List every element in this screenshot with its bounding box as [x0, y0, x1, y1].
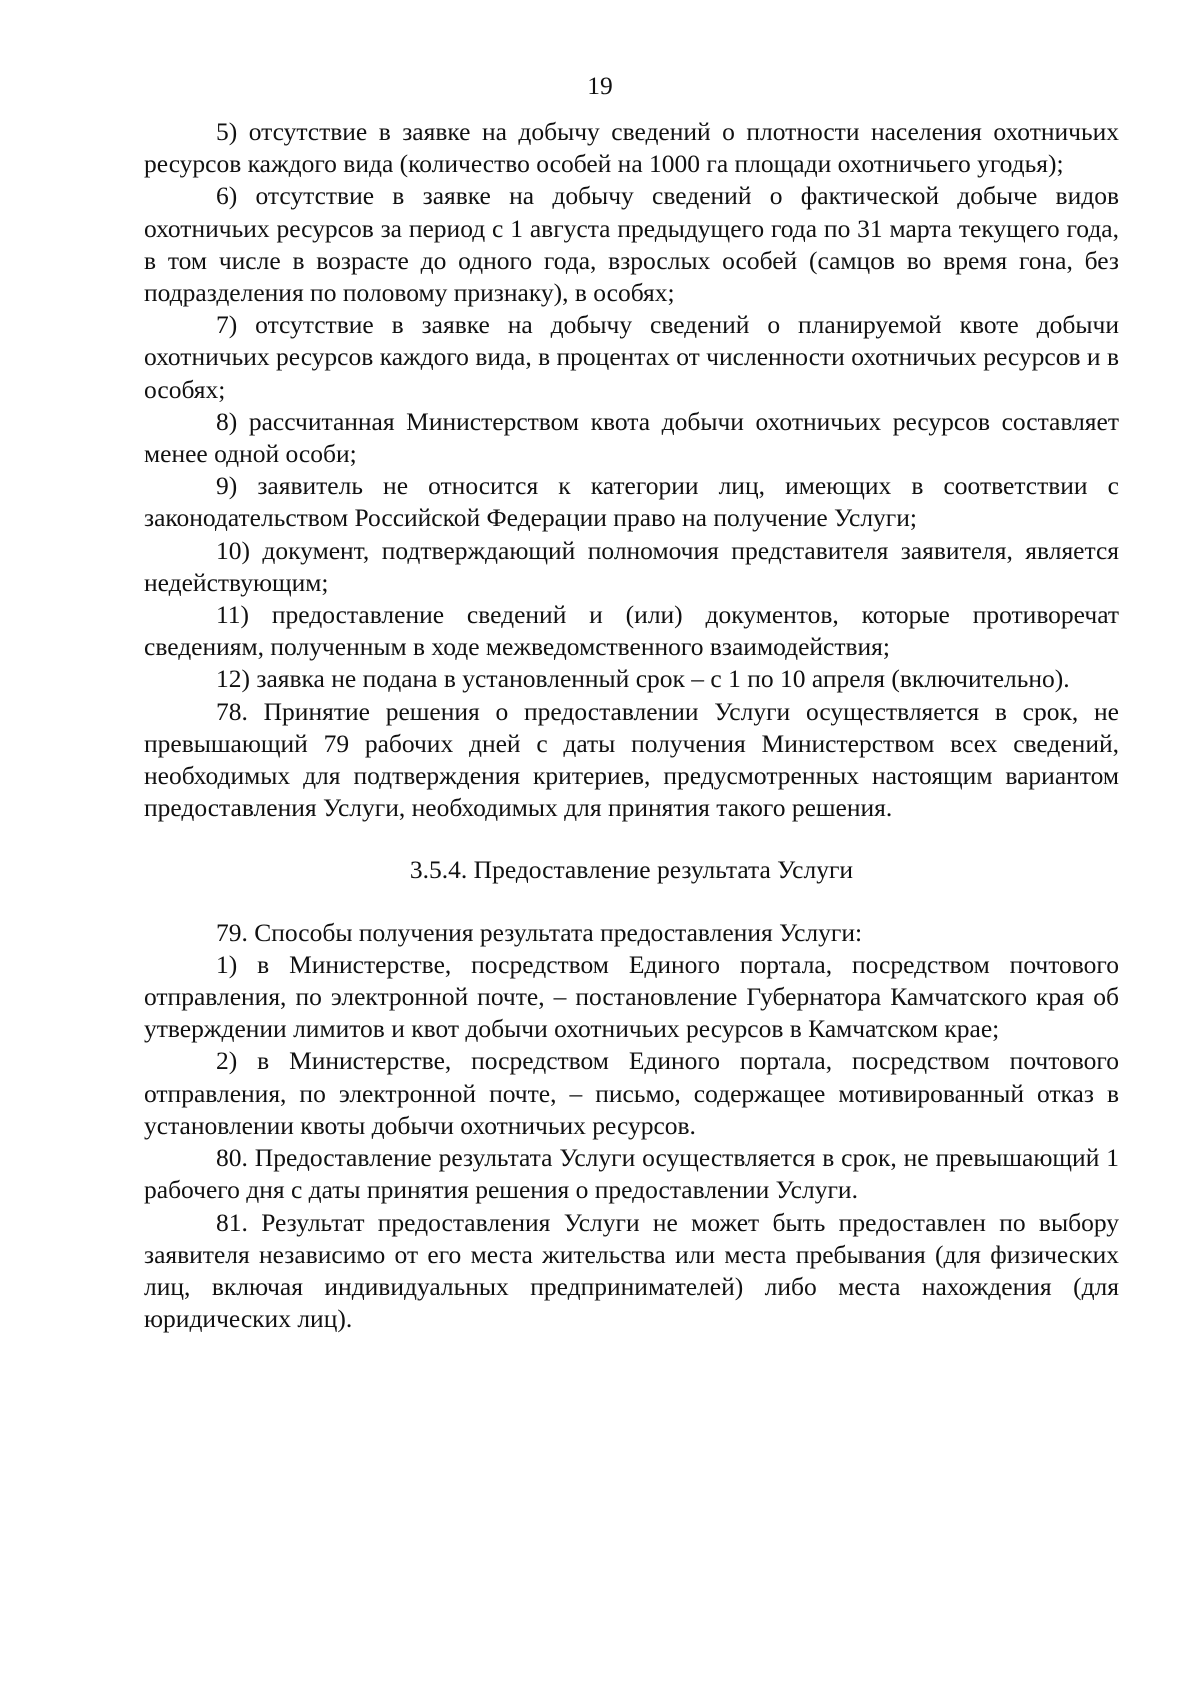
paragraph-item-11: 11) предоставление сведений и (или) документов, которые противоречат сведениям, полученным в ходе межведомственного взаимодействия;: [144, 600, 1119, 662]
paragraph-item-7: 7) отсутствие в заявке на добычу сведений о планируемой квоте добычи охотничьих ресурсов каждого вида, в процентах от численности охотничьих ресурсов и в особях;: [144, 310, 1119, 404]
page-number: 19: [587, 71, 613, 100]
document-body: [144, 116, 1119, 1335]
paragraph-item-6: 6) отсутствие в заявке на добычу сведений о фактической добыче видов охотничьих ресурсов за период с 1 августа предыдущего года по 31 марта текущего года, в том числе в возрасте до одного года, взрослых особей (самцов во время гона, без подразделения по половому признаку), в особях;: [144, 181, 1119, 308]
paragraph-78: 78. Принятие решения о предоставлении Услуги осуществляется в срок, не превышающий 79 рабочих дней с даты получения Министерством всех сведений, необходимых для подтверждения критериев, предусмотренных настоящим вариантом предоставления Услуги, необходимых для принятия такого решения.: [144, 696, 1119, 823]
paragraph-80: 80. Предоставление результата Услуги осуществляется в срок, не превышающий 1 рабочего дня с даты принятия решения о предоставлении Услуги.: [144, 1143, 1119, 1205]
paragraph-item-12: 12) заявка не подана в установленный срок – с 1 по 10 апреля (включительно).: [216, 664, 1070, 694]
section-heading: 3.5.4. Предоставление результата Услуги: [409, 855, 854, 885]
paragraph-item-5: 5) отсутствие в заявке на добычу сведений о плотности населения охотничьих ресурсов каждого вида (количество особей на 1000 га площади охотничьего угодья);: [144, 117, 1119, 179]
paragraph-item-8: 8) рассчитанная Министерством квота добычи охотничьих ресурсов составляет менее одной особи;: [144, 406, 1119, 469]
paragraph-79-item-1: 1) в Министерстве, посредством Единого портала, посредством почтового отправления, по электронной почте, – постановление Губернатора Камчатского края об утверждении лимитов и квот добычи охотничьих ресурсов в Камчатском крае;: [144, 949, 1119, 1044]
paragraph-item-9: 9) заявитель не относится к категории лиц, имеющих в соответствии с законодательством Российской Федерации право на получение Услуги;: [144, 471, 1119, 533]
paragraph-79-item-2: 2) в Министерстве, посредством Единого портала, посредством почтового отправления, по электронной почте, – письмо, содержащее мотивированный отказ в установлении квоты добычи охотничьих ресурсов.: [144, 1046, 1119, 1140]
paragraph-79: 79. Способы получения результата предоставления Услуги:: [216, 917, 863, 947]
paragraph-81: 81. Результат предоставления Услуги не может быть предоставлен по выбору заявителя независимо от его места жительства или места пребывания (для физических лиц, включая индивидуальных предпринимателей) либо места нахождения (для юридических лиц).: [144, 1207, 1119, 1334]
paragraph-item-10: 10) документ, подтверждающий полномочия представителя заявителя, является недействующим;: [144, 535, 1119, 597]
